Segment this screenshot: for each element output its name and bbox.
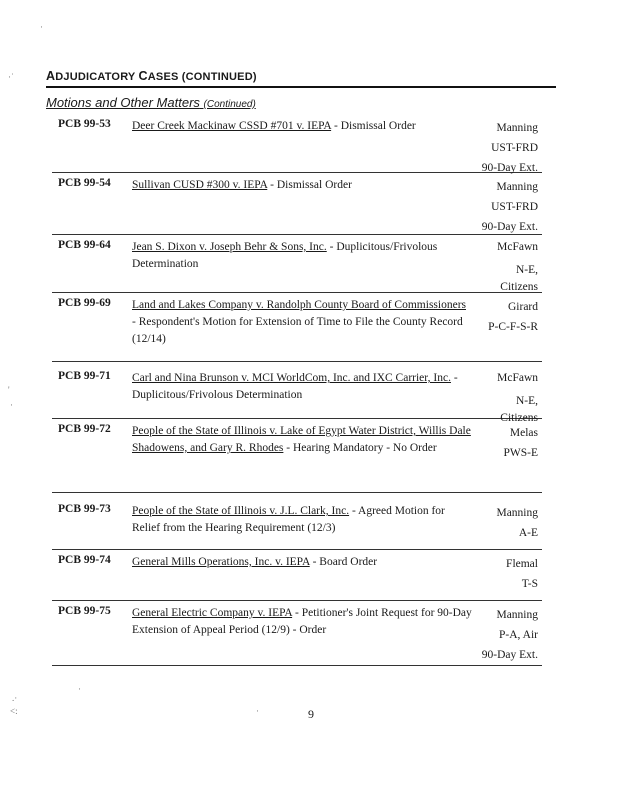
case-board-member: Manning [496,507,538,519]
section-title-rest-2: ASES [147,71,182,83]
subsection-title [46,95,256,110]
case-board-member: Manning [496,181,538,193]
case-extra: Citizens [500,281,538,293]
case-type: N-E, [515,264,538,276]
case-description [132,605,472,639]
case-number: PCB 99-64 [58,239,111,251]
case-row [52,293,542,362]
case-number: PCB 99-53 [58,118,111,130]
case-description [132,177,472,194]
case-title[interactable]: People of the State of Illinois v. J.L. Clark, Inc. [132,505,350,517]
case-number: PCB 99-73 [58,503,111,515]
case-row [52,419,542,493]
case-number: PCB 99-75 [58,605,111,617]
scan-speck: · [40,22,43,32]
scan-speck: ' [8,385,10,395]
case-assignment [497,239,538,296]
case-title[interactable]: Land and Lakes Company v. Randolph County Board of Commissioners [132,299,466,311]
case-assignment [482,177,538,237]
case-row [52,550,542,601]
case-extra: 90-Day Ext. [481,162,538,174]
case-number: PCB 99-72 [58,423,111,435]
case-description [132,370,472,404]
case-number: PCB 99-74 [58,554,111,566]
scan-speck: .· [12,693,18,703]
case-assignment [482,605,538,665]
case-title[interactable]: General Electric Company v. IEPA [132,607,293,619]
case-board-member: Manning [496,609,538,621]
case-action: - Dismissal Order [267,179,352,191]
section-title-initial-2: C [138,69,148,83]
case-type: UST-FRD [491,201,538,213]
scan-speck: · [256,706,259,716]
case-action: - Board Order [309,556,378,568]
case-extra: Citizens [500,412,538,424]
case-type: N-E, [515,395,538,407]
case-action: - Agreed Motion for Relief from the Hearing Requirement (12/3) [132,505,445,534]
case-action: - Dismissal Order [331,120,416,132]
case-type: T-S [521,578,538,590]
scan-speck: · [10,400,13,410]
case-list [52,114,542,666]
case-description [132,297,472,348]
case-row [52,173,542,235]
case-action: - Hearing Mandatory - No Order [283,442,437,454]
case-title[interactable]: Carl and Nina Brunson v. MCI WorldCom, Inc. and IXC Carrier, Inc. [132,372,451,384]
case-number: PCB 99-54 [58,177,111,189]
case-title[interactable]: Deer Creek Mackinaw CSSD #701 v. IEPA [132,120,332,132]
header-rule [46,86,556,88]
case-description [132,239,472,273]
section-title-rest: DJUDICATORY [55,71,139,83]
subsection-label: Motions and Other Matters [46,95,200,110]
scan-speck: · [78,684,81,694]
case-type: P-C-F-S-R [488,321,538,333]
case-description [132,118,472,135]
case-row [52,235,542,293]
page-number: 9 [308,707,314,721]
case-board-member: McFawn [497,372,538,384]
case-number: PCB 99-71 [58,370,111,382]
case-action: - Respondent's Motion for Extension of Time to File the County Record (12/14) [132,316,463,345]
case-extra: 90-Day Ext. [481,649,538,661]
case-extra: 90-Day Ext. [481,221,538,233]
case-action: - Petitioner's Joint Request for 90-Day Extension of Appeal Period (12/9) - Order [132,607,472,636]
subsection-continued: (Continued) [203,99,256,110]
section-title-initial: A [46,69,56,83]
scan-speck: ·˙ [8,72,14,82]
case-description [132,503,472,537]
case-assignment [496,503,538,543]
case-title[interactable]: Jean S. Dixon v. Joseph Behr & Sons, Inc. [132,241,327,253]
case-board-member: Girard [507,301,538,313]
case-board-member: McFawn [497,241,538,253]
case-number: PCB 99-69 [58,297,111,309]
case-board-member: Melas [509,427,538,439]
case-board-member: Flemal [506,558,538,570]
case-type: P-A, Air [499,629,538,641]
case-type: UST-FRD [491,142,538,154]
case-type: A-E [518,527,538,539]
scan-speck: <: [10,706,18,716]
case-row [52,493,542,550]
case-description [132,554,472,571]
case-action: - Duplicitous/Frivolous Determination [132,372,458,401]
case-assignment [504,423,539,463]
case-assignment [506,554,538,594]
case-action: - Duplicitous/Frivolous Determination [132,241,438,270]
case-board-member: Manning [496,122,538,134]
section-title-continued: (CONTINUED) [181,71,257,83]
case-title[interactable]: Sullivan CUSD #300 v. IEPA [132,179,268,191]
case-title[interactable]: People of the State of Illinois v. Lake of Egypt Water District, Willis Dale Shadowens, and Gary R. Rhodes [132,425,471,454]
case-title[interactable]: General Mills Operations, Inc. v. IEPA [132,556,310,568]
case-row [52,601,542,666]
section-title [46,69,257,83]
case-row [52,362,542,424]
case-assignment [482,118,538,178]
case-description [132,423,472,457]
case-assignment [488,297,538,337]
case-type: PWS-E [503,447,538,459]
case-row [52,114,542,173]
